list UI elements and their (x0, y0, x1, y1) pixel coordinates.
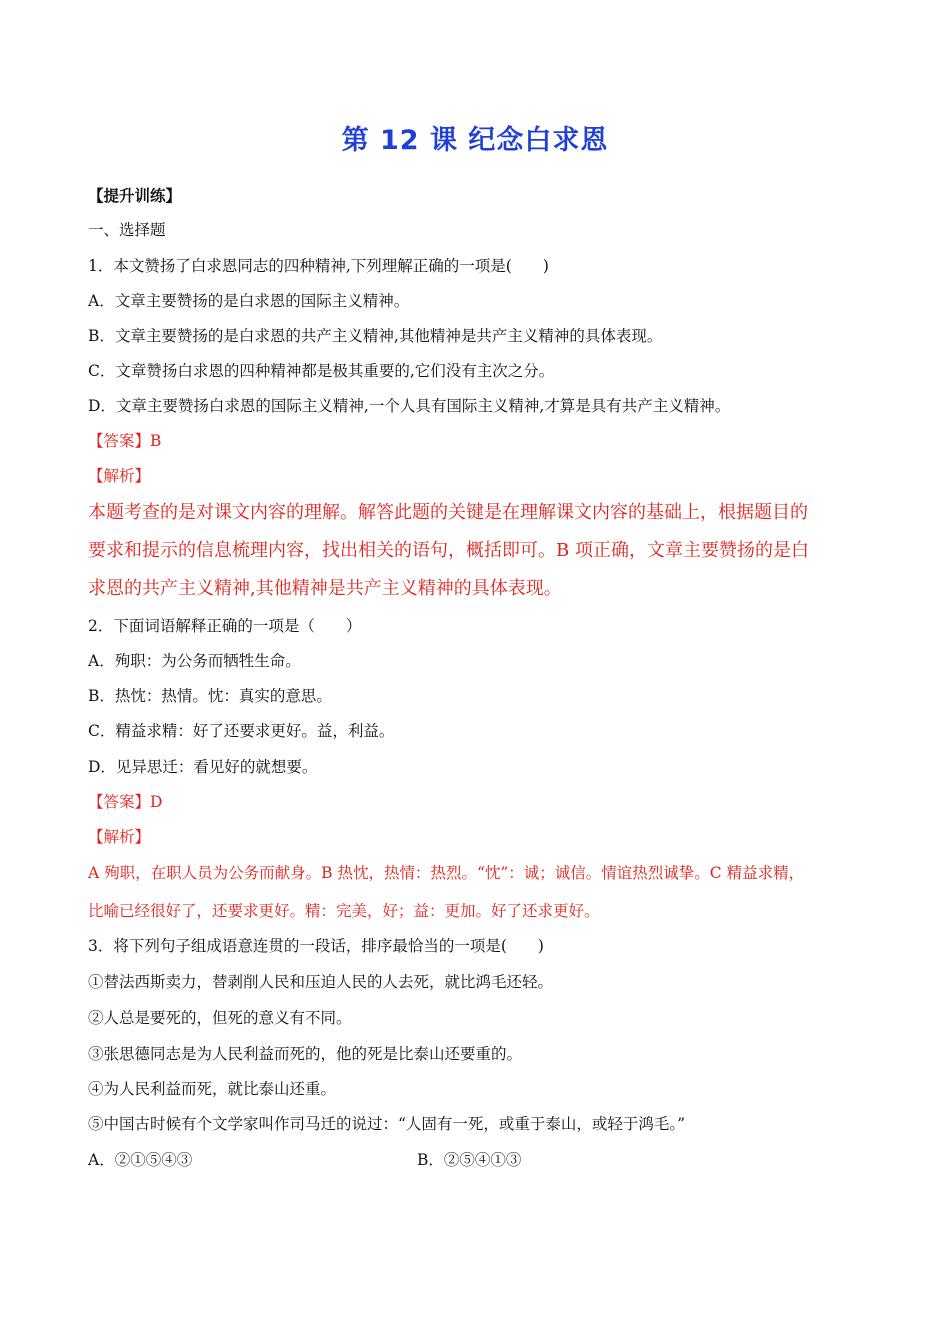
q3-sentence-2: ②人总是要死的，但死的意义有不同。 (88, 1009, 352, 1027)
q3-option-b: B．②⑤④①③ (417, 1151, 522, 1169)
explanation-line: 求恩的共产主义精神,其他精神是共产主义精神的具体表现。 (88, 578, 562, 599)
q1-answer (88, 431, 161, 451)
q3-sentence-1: ①替法西斯卖力，替剥削人民和压迫人民的人去死，就比鸿毛还轻。 (88, 973, 554, 991)
part-heading: 一、选择题 (88, 221, 166, 239)
answer-label: 【答案】 (88, 793, 151, 811)
q3-sentence-5: ⑤中国古时候有个文学家叫作司马迁的说过：“人固有一死，或重于泰山，或轻于鸿毛。” (88, 1115, 686, 1133)
q2-option-a: A．殉职：为公务而牺牲生命。 (88, 652, 301, 670)
answer-label: 【答案】 (88, 432, 151, 450)
q2-explanation (88, 854, 858, 930)
explanation-line: 本题考查的是对课文内容的理解。解答此题的关键是在理解课文内容的基础上，根据题目的 (88, 502, 808, 523)
explanation-line: A 殉职，在职人员为公务而献身。B 热忱，热情：热烈。“忱”：诚；诚信。情谊热烈诚挚。C 精益求精， (88, 864, 805, 882)
section-header: 【提升训练】 (88, 186, 182, 205)
q2-explain-label: 【解析】 (88, 828, 151, 846)
q2-stem: 2．下面词语解释正确的一项是（ ） (88, 617, 362, 635)
q1-option-b: B．文章主要赞扬的是白求恩的共产主义精神,其他精神是共产主义精神的具体表现。 (88, 327, 663, 345)
q1-explanation (88, 494, 858, 608)
explanation-line: 比喻已经很好了，还要求更好。精：完美，好；益：更加。好了还求更好。 (88, 902, 600, 920)
q3-option-a: A．②①⑤④③ (88, 1151, 193, 1169)
q1-explain-label: 【解析】 (88, 467, 151, 485)
q1-option-c: C．文章赞扬白求恩的四种精神都是极其重要的,它们没有主次之分。 (88, 362, 555, 380)
q3-stem: 3．将下列句子组成语意连贯的一段话，排序最恰当的一项是( ) (88, 937, 544, 955)
q1-stem: 1．本文赞扬了白求恩同志的四种精神,下列理解正确的一项是( ) (88, 257, 549, 275)
q1-option-a: A．文章主要赞扬的是白求恩的国际主义精神。 (88, 292, 410, 310)
explanation-line: 要求和提示的信息梳理内容，找出相关的语句，概括即可。B 项正确，文章主要赞扬的是白 (88, 540, 809, 561)
q2-option-c: C．精益求精：好了还要求更好。益，利益。 (88, 722, 395, 740)
page-title: 第 12 课 纪念白求恩 (341, 125, 609, 156)
q2-option-b: B．热忱：热情。忱：真实的意思。 (88, 687, 332, 705)
q2-answer (88, 792, 162, 812)
answer-value: B (150, 432, 162, 450)
q2-option-d: D．见异思迁：看见好的就想要。 (88, 758, 318, 776)
q3-sentence-3: ③张思德同志是为人民利益而死的，他的死是比泰山还要重的。 (88, 1045, 523, 1063)
q1-option-d: D．文章主要赞扬白求恩的国际主义精神,一个人具有国际主义精神,才算是具有共产主义精神。 (88, 397, 731, 415)
answer-value: D (150, 793, 163, 811)
q3-sentence-4: ④为人民利益而死，就比泰山还重。 (88, 1080, 337, 1098)
